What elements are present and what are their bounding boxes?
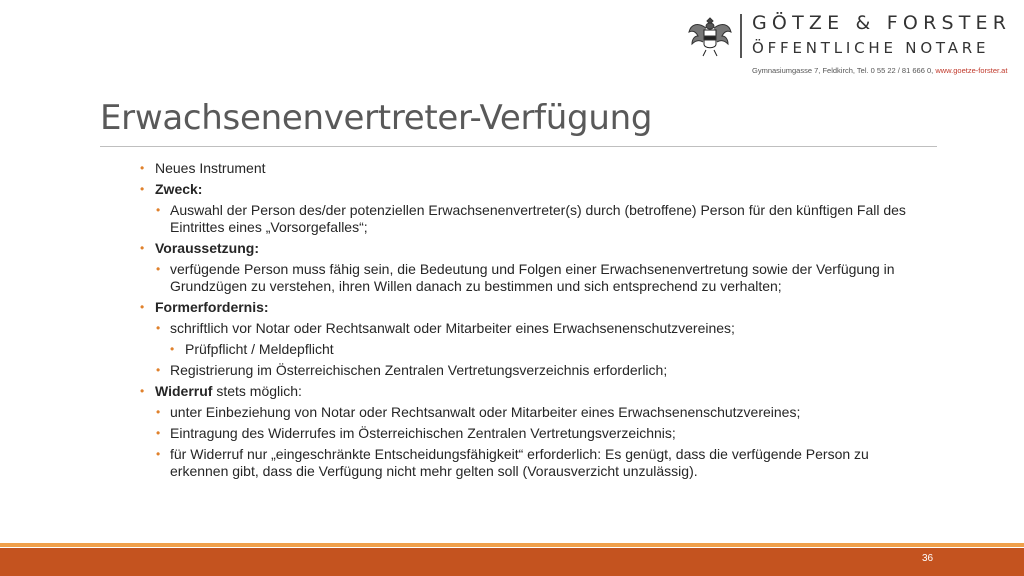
firm-subtitle: ÖFFENTLICHE NOTARE: [752, 39, 990, 57]
bullet-icon: •: [140, 384, 145, 398]
website-link[interactable]: www.goetze-forster.at: [935, 66, 1008, 75]
bullet-icon: •: [156, 262, 161, 276]
list-item: [140, 383, 920, 400]
list-item: [140, 181, 920, 198]
list-item: [140, 261, 920, 295]
list-item: [140, 341, 920, 358]
list-item: [140, 299, 920, 316]
title-divider: [100, 146, 937, 147]
list-item: [140, 202, 920, 236]
list-item-heading: Voraussetzung:: [155, 240, 259, 256]
list-item-text: für Widerruf nur „eingeschränkte Entscheidungsfähigkeit“ erforderlich: Es genügt, dass die verfügende Person zu erkennen gibt, dass die Verfügung nicht mehr gelten soll (Vorausverzicht unzulässig).: [170, 446, 869, 479]
footer-stripe: [0, 543, 1024, 547]
list-item-text: Auswahl der Person des/der potenziellen Erwachsenenvertreter(s) durch (betroffene) Person für den künftigen Fall des Eintrittes eines „Vorsorgefalles“;: [170, 202, 906, 235]
address-text: Gymnasiumgasse 7, Feldkirch, Tel. 0 55 22 / 81 666 0,: [752, 66, 934, 75]
footer-bar: [0, 548, 1024, 576]
list-item: [140, 240, 920, 257]
bullet-icon: •: [156, 447, 161, 461]
list-item: [140, 404, 920, 421]
bullet-icon: •: [156, 321, 161, 335]
list-item-text: Registrierung im Österreichischen Zentralen Vertretungsverzeichnis erforderlich;: [170, 362, 668, 378]
bullet-icon: •: [140, 300, 145, 314]
list-item-text: schriftlich vor Notar oder Rechtsanwalt oder Mitarbeiter eines Erwachsenenschutzvereines;: [170, 320, 735, 336]
list-item: [140, 160, 920, 177]
list-item-text: verfügende Person muss fähig sein, die Bedeutung und Folgen einer Erwachsenenvertretung sowie der Verfügung in Grundzügen zu verstehen, ihren Willen danach zu bestimmen und sich entsprechend zu verhalten;: [170, 261, 895, 294]
logo-divider: [740, 14, 742, 58]
list-item-text: stets möglich:: [212, 383, 302, 399]
list-item-text: Neues Instrument: [155, 160, 266, 176]
page-number: 36: [922, 553, 934, 564]
bullet-icon: •: [156, 426, 161, 440]
slide-title: Erwachsenenvertreter-Verfügung: [100, 98, 653, 138]
bullet-icon: •: [170, 342, 175, 356]
bullet-icon: •: [156, 363, 161, 377]
list-item-text: Eintragung des Widerrufes im Österreichischen Zentralen Vertretungsverzeichnis;: [170, 425, 676, 441]
list-item: [140, 446, 920, 480]
list-item-heading: Zweck:: [155, 181, 203, 197]
bullet-list: [140, 156, 920, 482]
list-item: [140, 425, 920, 442]
list-item: [140, 320, 920, 337]
list-item-heading: Widerruf: [155, 383, 213, 399]
list-item-text: unter Einbeziehung von Notar oder Rechtsanwalt oder Mitarbeiter eines Erwachsenenschutzvereines;: [170, 404, 801, 420]
bullet-icon: •: [140, 161, 145, 175]
bullet-icon: •: [156, 405, 161, 419]
bullet-icon: •: [156, 203, 161, 217]
bullet-icon: •: [140, 241, 145, 255]
coat-of-arms-eagle-icon: [686, 12, 734, 60]
list-item-text: Prüfpflicht / Meldepflicht: [185, 341, 334, 357]
firm-address: [752, 66, 1007, 75]
list-item: [140, 362, 920, 379]
firm-name: GÖTZE & FORSTER: [752, 12, 1012, 34]
list-item-heading: Formerfordernis:: [155, 299, 269, 315]
bullet-icon: •: [140, 182, 145, 196]
